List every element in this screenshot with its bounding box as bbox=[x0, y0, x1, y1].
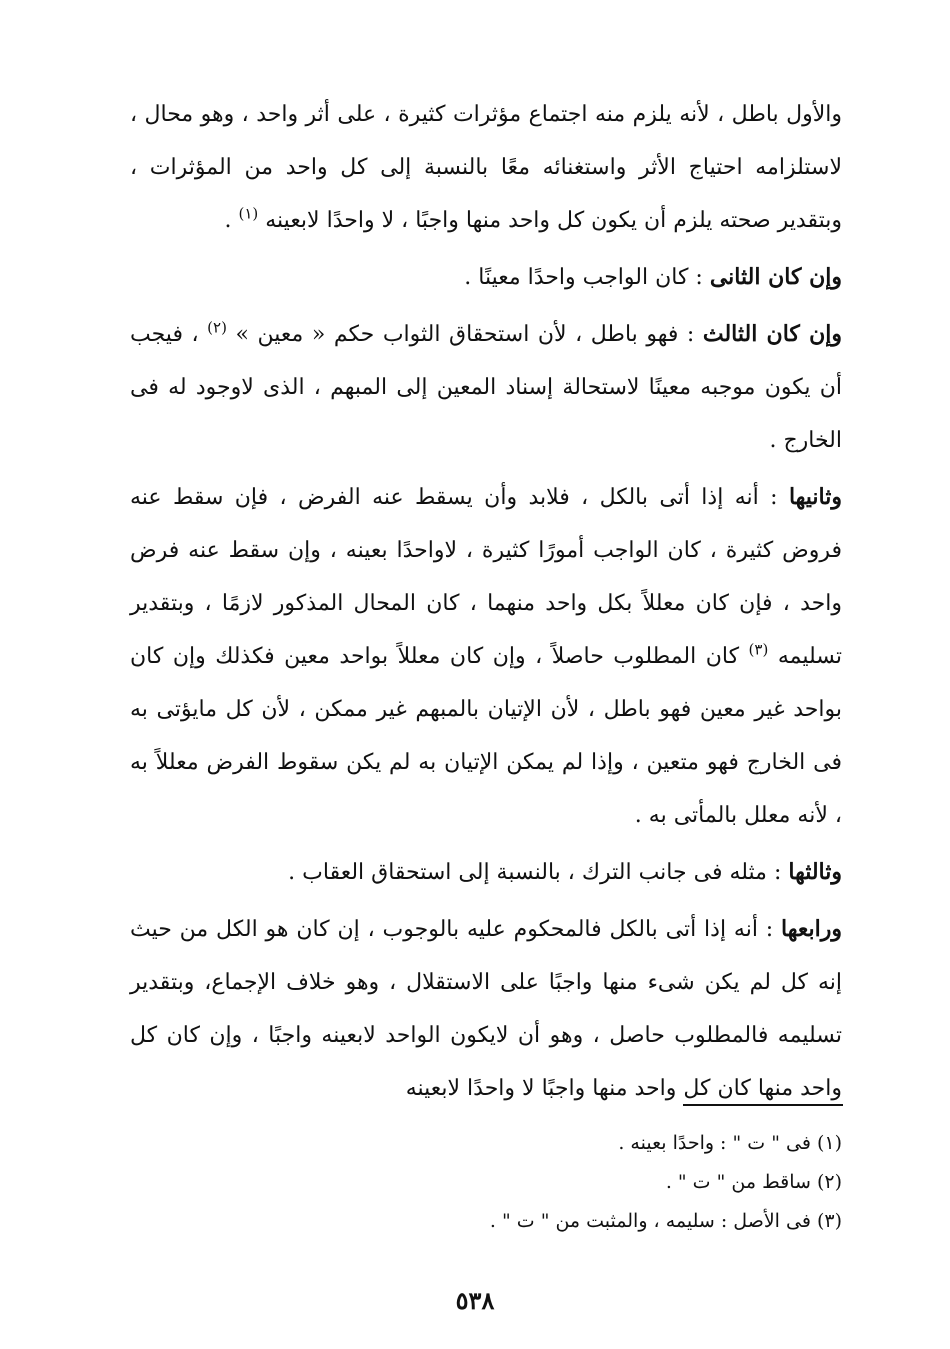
paragraph-text: : أنه إذا أتى بالكل ، فلابد وأن يسقط عنه الفرض ، فإن سقط عنه فروض كثيرة ، كان الواجب أمورًا كثيرة ، لاواحدًا بعينه ، وإن سقط عنه فرض واحد ، فإن كان معللاً بكل واحد منهما ، كان المحال المذكور لازمًا ، وبتقدير تسليمه bbox=[130, 485, 842, 669]
paragraph-text: : كان الواجب واحدًا معينًا . bbox=[464, 265, 710, 290]
paragraph-text-after: ، فيجب أن يكون موجبه معينًا لاستحالة إسناد المعين إلى المبهم ، الذى لاوجود له فى الخارج . bbox=[130, 322, 842, 453]
paragraph-lead: وإن كان الثالث bbox=[702, 321, 843, 347]
paragraph-text-after: . bbox=[224, 208, 239, 233]
main-text bbox=[0, 88, 950, 1119]
footnote-reference[interactable]: (٢) bbox=[207, 318, 227, 337]
paragraph bbox=[130, 88, 842, 247]
paragraph-lead: وثالثها bbox=[788, 859, 842, 885]
paragraph bbox=[130, 308, 842, 467]
paragraph bbox=[130, 903, 842, 1115]
paragraph-text: : أنه إذا أتى بالكل فالمحكوم عليه بالوجوب ، إن كان هو الكل من حيث إنه كل لم يكن شىء منها واجبًا على الاستقلال ، وهو خلاف الإجماع، وبتقدير تسليمه فالمطلوب حاصل ، وهو أن لايكون الواحد لابعينه واجبًا ، وإن كان كل واحد منها كان كل واحد منها واجبًا لا واحدًا لابعينه bbox=[130, 917, 842, 1101]
footnotes bbox=[130, 1124, 842, 1241]
paragraph-lead: وثانيها bbox=[788, 484, 842, 510]
paragraph-text-after: كان المطلوب حاصلاً ، وإن كان معللاً بواحد معين فكذلك وإن كان بواحد غير معين فهو باطل ، لأن الإتيان بالمبهم غير ممكن ، لأن كل مايؤتى به فى الخارج فهو متعين ، وإذا لم يمكن الإتيان به لم يكن سقوط الفرض معللاً به ، لأنه معلل بالمأتى به . bbox=[130, 644, 842, 828]
paragraph-lead: ورابعها bbox=[781, 916, 842, 942]
page-number: ٥٣٨ bbox=[455, 1286, 495, 1315]
footnote-1: (١) فى " ت " : واحدًا بعينه . bbox=[618, 1132, 842, 1154]
paragraph-lead: وإن كان الثانى bbox=[709, 264, 842, 290]
paragraph-text: : مثله فى جانب الترك ، بالنسبة إلى استحقاق العقاب . bbox=[288, 860, 789, 885]
paragraph-text: : فهو باطل ، لأن استحقاق الثواب حكم « معين » bbox=[235, 322, 703, 347]
footnote-reference[interactable]: (٣) bbox=[748, 640, 769, 659]
paragraph bbox=[130, 251, 842, 304]
footnote-2: (٢) ساقط من " ت " . bbox=[665, 1171, 842, 1193]
footnote-divider bbox=[683, 1104, 843, 1106]
footnote-reference[interactable]: (١) bbox=[238, 204, 259, 223]
paragraph bbox=[130, 846, 842, 899]
footnote-3: (٣) فى الأصل : سليمه ، والمثبت من " ت " . bbox=[489, 1210, 842, 1232]
paragraph-text: والأول باطل ، لأنه يلزم منه اجتماع مؤثرات كثيرة ، على أثر واحد ، وهو محال ، لاستلزامه احتياج الأثر واستغنائه معًا بالنسبة إلى كل واحد من المؤثرات ، وبتقدير صحته يلزم أن يكون كل واحد منها واجبًا ، لا واحدًا لابعينه bbox=[130, 102, 842, 233]
paragraph bbox=[130, 471, 842, 842]
